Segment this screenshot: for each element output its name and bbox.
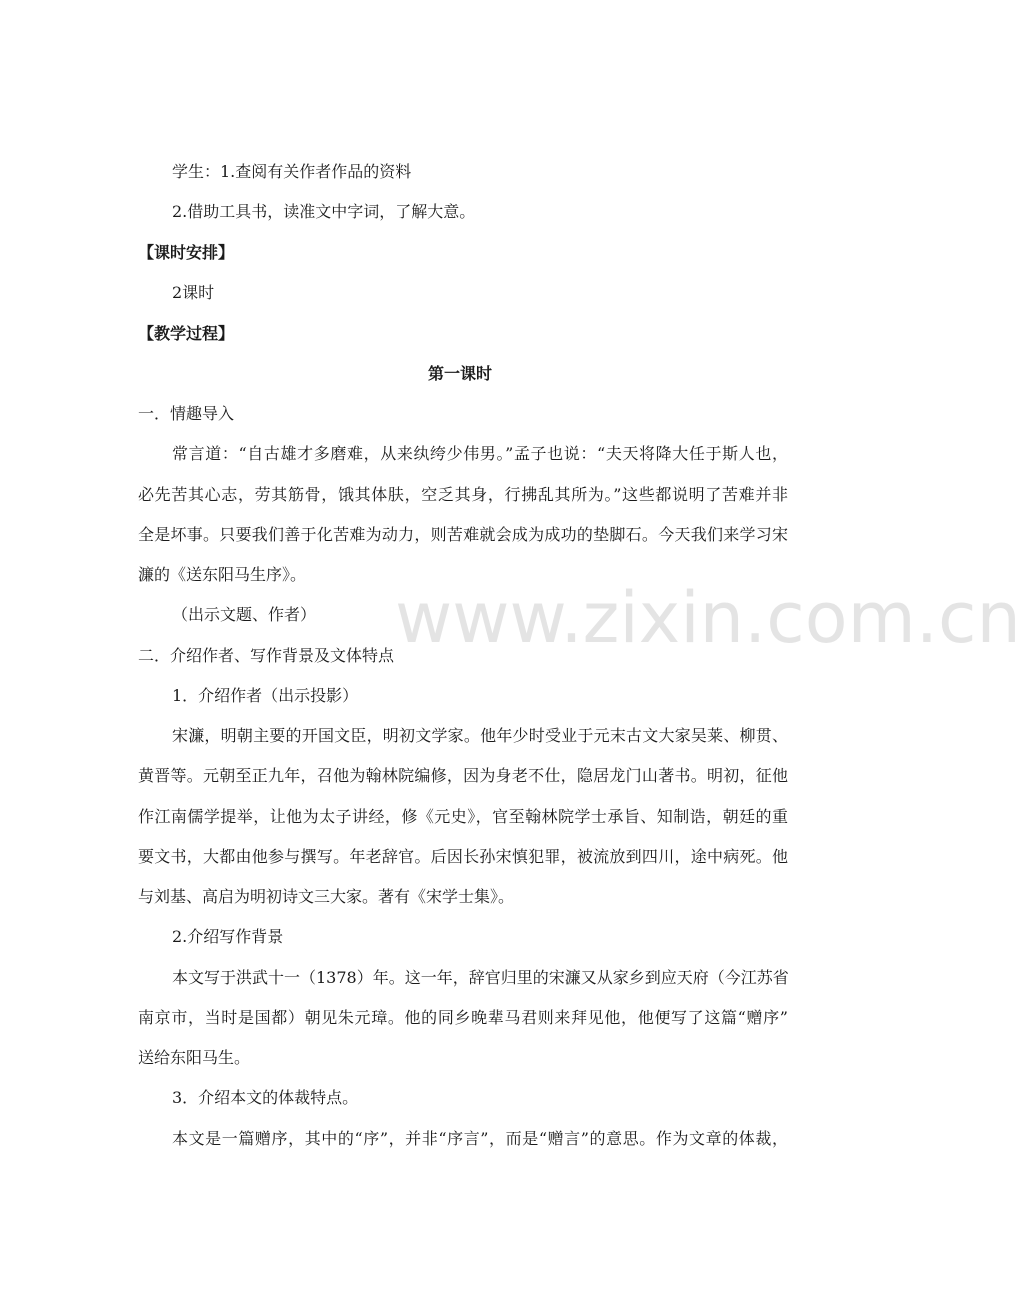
section-heading-schedule: 【课时安排】: [138, 243, 235, 262]
paragraph-line: （出示文题、作者）: [172, 605, 317, 624]
schedule-text: 2课时: [172, 283, 215, 302]
paragraph-line: 本文是一篇赠序，其中的“序”，并非“序言”，而是“赠言”的意思。作为文章的体裁，: [172, 1129, 788, 1148]
subheading-intro: 一．情趣导入: [138, 404, 235, 423]
student-prep-line: 学生：1.查阅有关作者作品的资料: [172, 162, 412, 181]
paragraph-line: 送给东阳马生。: [138, 1048, 251, 1067]
paragraph-line: 必先苦其心志，劳其筋骨，饿其体肤，空乏其身，行拂乱其所为。”这些都说明了苦难并非: [138, 485, 788, 504]
paragraph-line: 本文写于洪武十一（1378）年。这一年，辞官归里的宋濂又从家乡到应天府（今江苏省: [172, 968, 789, 987]
section-heading-process: 【教学过程】: [138, 324, 235, 343]
lesson-title: 第一课时: [427, 364, 492, 383]
watermark: www.zixin.com.cn: [395, 577, 1021, 659]
paragraph-line: 与刘基、高启为明初诗文三大家。著有《宋学士集》。: [138, 887, 515, 906]
student-prep-line-2: 2.借助工具书，读准文中字词，了解大意。: [172, 202, 476, 221]
paragraph-line: 黄晋等。元朝至正九年，召他为翰林院编修，因为身老不仕，隐居龙门山著书。明初，征他: [138, 766, 788, 785]
subheading-author: 二．介绍作者、写作背景及文体特点: [138, 646, 395, 665]
paragraph-line: 作江南儒学提举，让他为太子讲经，修《元史》，官至翰林院学士承旨、知制诰，朝廷的重: [138, 807, 788, 826]
paragraph-line: 濂的《送东阳马生序》。: [138, 565, 307, 584]
paragraph-line: 宋濂，明朝主要的开国文臣，明初文学家。他年少时受业于元末古文大家吴莱、柳贯、: [172, 726, 788, 745]
paragraph-line: 南京市，当时是国都）朝见朱元璋。他的同乡晚辈马君则来拜见他，他便写了这篇“赠序”: [138, 1008, 788, 1027]
paragraph-line: 要文书，大都由他参与撰写。年老辞官。后因长孙宋慎犯罪，被流放到四川，途中病死。他: [138, 847, 788, 866]
item-heading: 2.介绍写作背景: [172, 927, 284, 946]
item-heading: 3．介绍本文的体裁特点。: [172, 1088, 359, 1107]
paragraph-line: 全是坏事。只要我们善于化苦难为动力，则苦难就会成为成功的垫脚石。今天我们来学习宋: [138, 525, 788, 544]
item-heading: 1．介绍作者（出示投影）: [172, 686, 359, 705]
paragraph-line: 常言道：“自古雄才多磨难，从来纨绔少伟男。”孟子也说：“夫天将降大任于斯人也，: [172, 444, 788, 463]
